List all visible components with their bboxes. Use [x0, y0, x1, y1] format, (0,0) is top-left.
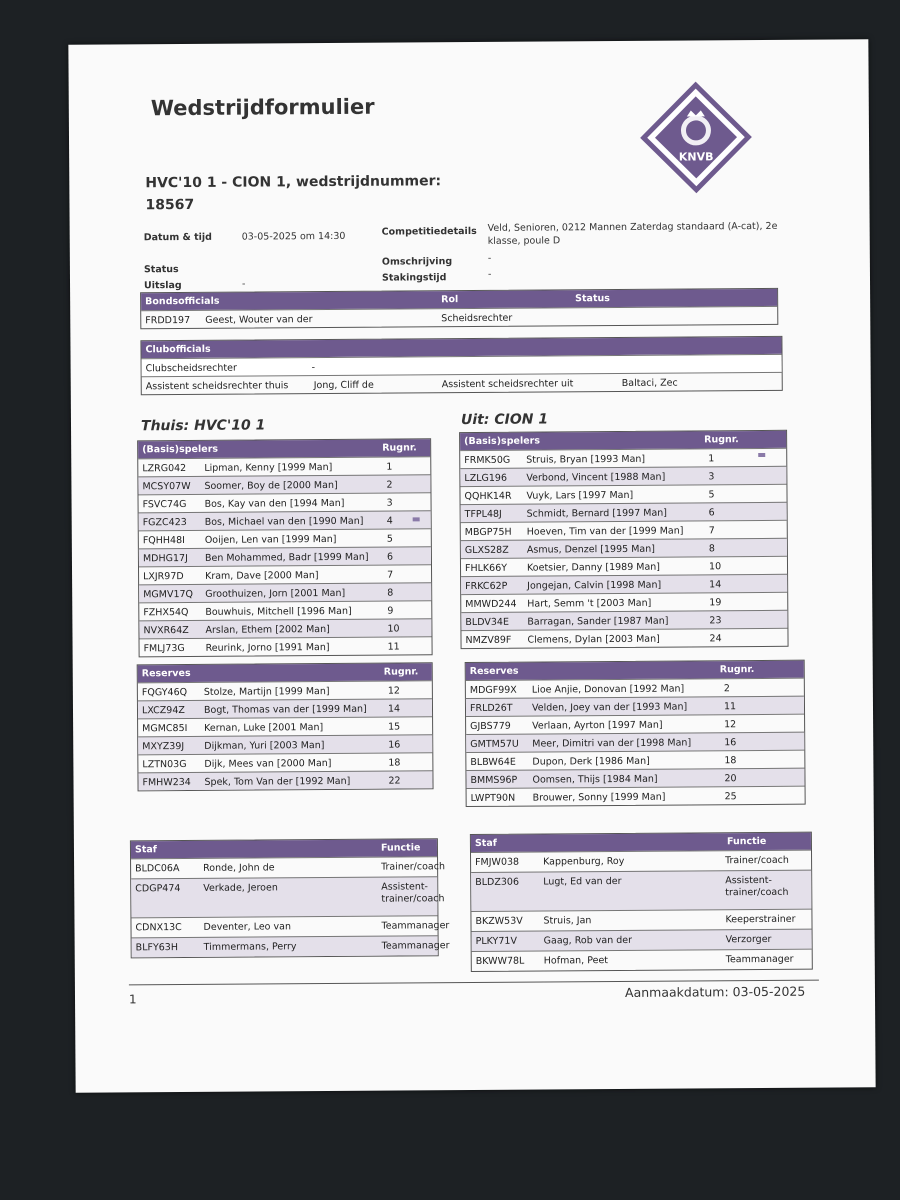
player-code: FSVC74G	[142, 498, 187, 511]
shirt-number: 6	[386, 551, 394, 563]
shirt-number: 11	[723, 701, 737, 713]
logo-text: KNVB	[678, 150, 714, 164]
player-code: MMWD244	[465, 598, 517, 611]
staff-function: Verzorger	[725, 933, 772, 946]
table-row	[466, 678, 804, 698]
bondsofficials-table	[140, 288, 778, 329]
player-code: BMMS96P	[470, 774, 518, 787]
shirt-number: 20	[724, 773, 737, 785]
table-row	[131, 856, 445, 878]
table-row	[139, 600, 431, 620]
shirt-number: 12	[387, 685, 401, 697]
table-row	[138, 770, 432, 790]
table-row	[138, 698, 432, 718]
table-row	[472, 929, 812, 951]
table-row	[461, 628, 787, 648]
table-row	[460, 484, 786, 504]
shirt-number: 4	[386, 515, 393, 527]
player-code: MDGF99X	[469, 684, 517, 697]
player-code: NVXR64Z	[143, 624, 189, 637]
table-row	[138, 716, 432, 736]
table-row	[138, 456, 430, 476]
table-row	[141, 306, 777, 328]
player-code: FHLK66Y	[464, 562, 508, 575]
table-row	[472, 949, 812, 971]
player-code: FQHH48I	[142, 535, 185, 547]
table-row	[139, 582, 431, 602]
staff-name: Kappenburg, Roy	[543, 855, 625, 868]
document-title: Wedstrijdformulier	[150, 94, 375, 121]
staff-name: Struis, Jan	[543, 915, 592, 927]
assistent-uit-value: Baltaci, Zec	[621, 377, 678, 389]
staff-function: Assistent-trainer/coach	[725, 874, 789, 899]
table-row	[138, 474, 430, 494]
shirt-number: 12	[724, 719, 737, 731]
staff-function: Trainer/coach	[725, 854, 789, 867]
rugnr-header: Rugnr.	[383, 666, 419, 678]
player-code: MGMC85I	[142, 722, 188, 735]
staff-code: BLDZ306	[475, 876, 520, 888]
player-code: FQGY46Q	[141, 686, 188, 699]
table-row	[460, 448, 786, 468]
table-row	[466, 750, 804, 770]
table-row	[466, 768, 804, 788]
player-code: MXYZ39J	[142, 741, 185, 753]
status-label: Status	[143, 264, 179, 276]
shirt-number: 2	[386, 479, 393, 491]
shirt-number: 8	[387, 587, 394, 599]
table-row	[461, 574, 787, 594]
clubofficials-title: Clubofficials	[145, 343, 211, 356]
home-reserves-header	[138, 663, 432, 682]
player-name: Brouwer, Sonny [1999 Man]	[532, 791, 666, 804]
staff-name: Hofman, Peet	[543, 955, 609, 967]
shirt-number: 11	[387, 641, 400, 653]
player-name: Hart, Semm 't [2003 Man]	[527, 597, 652, 610]
player-code: LWPT90N	[470, 792, 516, 805]
shirt-number: 14	[387, 703, 401, 715]
table-row	[131, 915, 450, 937]
player-name: Ben Mohammed, Badr [1999 Man]	[204, 551, 369, 564]
player-code: MDHG17J	[142, 552, 188, 565]
shirt-number: 14	[709, 579, 722, 591]
table-row	[139, 546, 431, 566]
staff-name: Deventer, Leo van	[203, 921, 291, 933]
match-form-sheet	[68, 39, 875, 1093]
knvb-logo	[637, 78, 756, 197]
player-name: Schmidt, Bernard [1997 Man]	[526, 507, 668, 520]
player-name: Dupon, Derk [1986 Man]	[532, 755, 650, 768]
player-name: Dijkman, Yuri [2003 Man]	[204, 740, 325, 752]
rugnr-header: Rugnr.	[719, 664, 755, 676]
staff-name: Verkade, Jeroen	[203, 882, 278, 894]
home-staf-header	[131, 839, 437, 858]
clubscheids-value: -	[311, 362, 316, 374]
player-name: Struis, Bryan [1993 Man]	[526, 453, 646, 466]
staff-function: Trainer/coach	[381, 861, 445, 873]
staff-code: BKWW78L	[475, 955, 525, 967]
bondsofficials-title: Bondsofficials	[145, 295, 220, 308]
table-row	[142, 372, 782, 394]
shirt-number: 6	[708, 507, 715, 519]
omschrijving-label: Omschrijving	[381, 256, 453, 268]
player-code: TFPL48J	[464, 508, 502, 521]
player-name: Koetsier, Danny [1989 Man]	[526, 561, 661, 574]
shirt-number: 16	[724, 737, 737, 749]
staff-code: FMJW038	[475, 856, 520, 868]
staff-code: CDNX13C	[135, 922, 182, 934]
shirt-number: 19	[709, 597, 722, 609]
player-name: Bos, Kay van den [1994 Man]	[204, 497, 345, 510]
player-code: LXJR97D	[143, 571, 184, 583]
staff-code: PLKY71V	[475, 935, 517, 947]
staking-label: Stakingstijd	[381, 272, 447, 284]
player-code: FMHW234	[142, 776, 191, 789]
player-code: QQHK14R	[464, 490, 512, 503]
player-name: Kernan, Luke [2001 Man]	[204, 722, 324, 734]
creation-date: Aanmaakdatum: 03-05-2025	[624, 983, 806, 1000]
reserves-header: Reserves	[141, 667, 191, 680]
player-code: MCSY07W	[142, 480, 191, 493]
shirt-number: 7	[708, 525, 715, 537]
staff-code: BLFY63H	[135, 942, 179, 954]
table-row	[471, 850, 811, 872]
shirt-number: 18	[724, 755, 737, 767]
shirt-number: 24	[709, 633, 722, 645]
player-name: Hoeven, Tim van der [1999 Man]	[526, 525, 684, 538]
player-code: FRMK50G	[464, 454, 511, 467]
table-row	[132, 935, 450, 957]
player-code: FRKC62P	[465, 580, 508, 593]
player-name: Stolze, Martijn [1999 Man]	[203, 685, 330, 698]
away-team-title: Uit: CION 1	[460, 411, 549, 429]
table-row	[139, 564, 431, 584]
reserves-header: Reserves	[469, 665, 519, 678]
player-name: Arslan, Ethem [2002 Man]	[205, 623, 330, 636]
staff-name: Gaag, Rob van der	[543, 934, 633, 947]
player-code: FGZC423	[142, 516, 187, 529]
table-row	[461, 538, 787, 558]
player-code: BLBW64E	[470, 756, 516, 769]
home-reserves-table	[137, 662, 434, 791]
shirt-number: 5	[708, 489, 715, 501]
home-team-title: Thuis: HVC'10 1	[140, 417, 266, 435]
player-name: Verlaan, Ayrton [1997 Man]	[532, 719, 663, 732]
clubofficials-table	[140, 336, 782, 395]
table-row	[139, 528, 431, 548]
shirt-number: 15	[388, 721, 401, 733]
shirt-number: 9	[387, 605, 394, 617]
assistent-uit-label: Assistent scheidsrechter uit	[441, 378, 574, 391]
table-row	[471, 909, 811, 931]
player-code: MBGP75H	[464, 526, 512, 539]
assistent-thuis-value: Jong, Cliff de	[313, 379, 374, 392]
status-header: Status	[575, 293, 610, 305]
shirt-number: 8	[708, 543, 715, 555]
shirt-number: 3	[708, 471, 715, 483]
staff-function: Assistent-trainer/coach	[381, 881, 445, 905]
player-name: Asmus, Denzel [1995 Man]	[526, 543, 655, 556]
shirt-number: 1	[708, 453, 715, 465]
rugnr-header: Rugnr.	[704, 434, 739, 446]
player-name: Lipman, Kenny [1999 Man]	[204, 461, 333, 474]
shirt-number: 22	[388, 775, 401, 787]
shirt-number: 23	[709, 615, 722, 627]
table-row	[466, 714, 804, 734]
shirt-number: 10	[708, 561, 722, 573]
table-row	[138, 752, 432, 772]
table-row	[461, 520, 787, 540]
table-row	[466, 696, 804, 716]
staff-code: BKZW53V	[475, 915, 523, 927]
shirt-number: 5	[386, 533, 393, 545]
table-row	[460, 466, 786, 486]
staff-name: Timmermans, Perry	[203, 941, 297, 953]
table-row	[139, 510, 431, 530]
home-staf-table	[130, 838, 450, 958]
table-row	[138, 680, 432, 700]
table-row	[131, 876, 445, 917]
player-name: Groothuizen, Jorn [2001 Man]	[205, 587, 346, 600]
away-spelers-table	[459, 430, 789, 649]
official-code: FRDD197	[145, 314, 191, 327]
shirt-number: 3	[386, 497, 393, 509]
uitslag-label: Uitslag	[143, 280, 182, 292]
home-spelers-header	[138, 439, 430, 458]
player-name: Verbond, Vincent [1988 Man]	[526, 471, 666, 484]
player-name: Barragan, Sander [1987 Man]	[527, 615, 669, 628]
shirt-number: 2	[723, 683, 730, 695]
staff-function: Teammanager	[381, 940, 450, 952]
staff-name: Lugt, Ed van der	[543, 875, 622, 888]
staff-function: Teammanager	[725, 953, 794, 966]
player-name: Reurink, Jorno [1991 Man]	[205, 641, 330, 654]
player-code: LZLG196	[464, 472, 508, 485]
clubscheids-label: Clubscheidsrechter	[145, 362, 237, 375]
player-code: GMTM57U	[470, 738, 519, 751]
omschrijving-value: -	[487, 252, 492, 264]
player-code: FRLD26T	[469, 702, 513, 715]
staff-code: CDGP474	[135, 883, 181, 895]
competitie-label: Competitiedetails	[381, 225, 477, 238]
player-name: Soomer, Boy de [2000 Man]	[204, 479, 338, 492]
home-spelers-table	[137, 438, 433, 657]
player-code: LZRG042	[142, 462, 187, 475]
shirt-number: 7	[387, 569, 394, 581]
datum-label: Datum & tijd	[143, 231, 213, 244]
player-code: MGMV17Q	[143, 588, 194, 601]
table-row	[138, 492, 430, 512]
shirt-number: 1	[386, 461, 393, 473]
competitie-value: Veld, Senioren, 0212 Mannen Zaterdag standaard (A-cat), 2e klasse, poule D	[487, 220, 778, 247]
player-code: LXCZ94Z	[141, 705, 185, 717]
functie-header: Functie	[726, 835, 767, 848]
rugnr-header: Rugnr.	[382, 442, 417, 454]
player-name: Spek, Tom Van der [1992 Man]	[204, 775, 351, 788]
player-name: Kram, Dave [2000 Man]	[205, 570, 319, 582]
staf-header: Staf	[474, 837, 497, 849]
player-name: Meer, Dimitri van der [1998 Man]	[532, 737, 692, 750]
shirt-number: 25	[724, 791, 737, 803]
uitslag-value: -	[241, 278, 246, 290]
row-marker-icon	[413, 517, 420, 521]
player-name: Dijk, Mees van [2000 Man]	[204, 757, 332, 770]
table-row	[461, 592, 787, 612]
table-row	[139, 636, 431, 656]
staff-code: BLDC06A	[135, 863, 180, 875]
staff-name: Ronde, John de	[203, 862, 275, 874]
table-row	[139, 618, 431, 638]
table-row	[461, 610, 787, 630]
player-code: FZHX54Q	[143, 606, 189, 619]
assistent-thuis-label: Assistent scheidsrechter thuis	[145, 380, 289, 393]
player-code: NMZV89F	[465, 634, 512, 647]
player-code: BLDV34E	[465, 616, 509, 629]
table-row	[466, 732, 804, 752]
page-number: 1	[128, 992, 137, 1007]
staking-value: -	[487, 268, 492, 280]
player-name: Jongejan, Calvin [1998 Man]	[527, 579, 662, 592]
player-code: GJBS779	[470, 720, 511, 733]
staff-function: Keeperstrainer	[725, 913, 796, 926]
player-name: Velden, Joey van der [1993 Man]	[531, 701, 688, 714]
datum-value: 03-05-2025 om 14:30	[241, 230, 346, 243]
table-row	[471, 870, 811, 911]
functie-header: Functie	[380, 842, 421, 854]
official-rol: Scheidsrechter	[441, 312, 513, 325]
away-staf-table	[470, 832, 813, 972]
shirt-number: 16	[388, 739, 401, 751]
row-marker-icon	[758, 453, 765, 457]
official-name: Geest, Wouter van der	[205, 314, 313, 326]
spelers-header: (Basis)spelers	[464, 435, 541, 448]
match-title: HVC'10 1 - CION 1, wedstrijdnummer: 18567	[145, 173, 442, 214]
spelers-header: (Basis)spelers	[142, 443, 219, 456]
player-code: GLXS28Z	[464, 544, 509, 557]
player-code: FMLJ73G	[143, 643, 185, 655]
player-name: Bogt, Thomas van der [1999 Man]	[203, 703, 367, 716]
shirt-number: 10	[387, 623, 400, 635]
table-row	[461, 556, 787, 576]
player-name: Lioe Anjie, Donovan [1992 Man]	[531, 683, 685, 696]
shirt-number: 18	[388, 757, 401, 769]
table-row	[467, 786, 805, 806]
player-code: LZTN03G	[142, 758, 187, 771]
player-name: Oomsen, Thijs [1984 Man]	[532, 773, 658, 786]
away-reserves-table	[465, 660, 806, 807]
player-name: Vuyk, Lars [1997 Man]	[526, 489, 634, 502]
player-name: Ooijen, Len van [1999 Man]	[204, 533, 337, 546]
table-row	[461, 502, 787, 522]
player-name: Clemens, Dylan [2003 Man]	[527, 633, 660, 646]
rol-header: Rol	[441, 294, 459, 306]
player-name: Bouwhuis, Mitchell [1996 Man]	[205, 605, 352, 618]
player-name: Bos, Michael van den [1990 Man]	[204, 515, 364, 528]
table-row	[138, 734, 432, 754]
staf-header: Staf	[134, 844, 157, 856]
staff-function: Teammanager	[381, 920, 450, 932]
